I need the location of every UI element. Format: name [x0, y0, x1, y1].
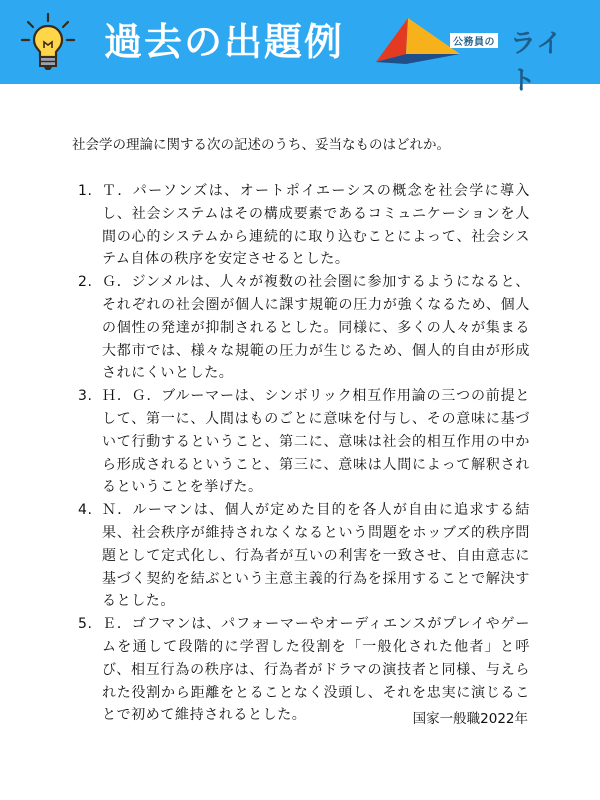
- header-banner: [0, 0, 600, 96]
- exam-source: 国家一般職2022年: [412, 711, 528, 727]
- option-text: Ｎ．ルーマンは、個人が定めた目的を各人が自由に追求する結果、社会秩序が維持されなくなるという問題をホッブズ的秩序問題として定式化し、行為者が互いの利害を一致させ、自由意志に基づく契約を結ぶという主意主義的行為を採用することで解決するとした。: [102, 502, 530, 610]
- option-number: 2.: [78, 274, 93, 291]
- option-number: 3.: [78, 388, 93, 405]
- logo-mark-icon: [376, 14, 460, 70]
- logo-name: ライト: [510, 29, 564, 96]
- page-title: 過去の出題例: [104, 20, 345, 64]
- brand-logo: [376, 14, 588, 96]
- option-text: Ｇ．ジンメルは、人々が複数の社会圏に参加するようになると、それぞれの社会圏が個人に課す規範の圧力が強くなるため、個人の個性の発達が抑制されるとした。同様に、多くの人々が集まる大都市では、様々な規範の圧力が生じるため、個人的自由が形成されにくいとした。: [102, 274, 530, 382]
- option-text: Ｅ．ゴフマンは、パフォーマーやオーディエンスがプレイやゲームを通して段階的に学習した役割を「一般化された他者」と呼び、相互行為の秩序は、行為者がドラマの演技者と同様、与えられた役割から距離をとることなく没頭し、それを忠実に演じることで初めて維持されるとした。: [102, 616, 530, 724]
- logo-subtitle: 公務員の: [450, 33, 498, 48]
- option-number: 1.: [78, 183, 93, 199]
- option-text: Ｈ．Ｇ．ブルーマーは、シンボリック相互作用論の三つの前提として、第一に、人間はものごとに意味を付与し、その意味に基づいて行動するということ、第二に、意味は社会的相互作用の中から形成されるということ、第三に、意味は人間によって解釈されるということを挙げた。: [102, 388, 530, 496]
- answer-option: [78, 499, 530, 613]
- option-number: 4.: [78, 502, 93, 519]
- answer-options: [78, 180, 530, 727]
- question-prompt: 社会学の理論に関する次の記述のうち、妥当なものはどれか。: [72, 137, 450, 153]
- answer-option: [78, 271, 530, 385]
- option-number: 5.: [78, 616, 93, 633]
- answer-option: [78, 385, 530, 499]
- lightbulb-icon: [20, 12, 76, 72]
- option-text: Ｔ．パーソンズは、オートポイエーシスの概念を社会学に導入し、社会システムはその構成要素であるコミュニケーションを人間の心的システムから連続的に取り込むことによって、社会システム自体の秩序を安定させるとした。: [102, 183, 530, 268]
- answer-option: [78, 180, 530, 271]
